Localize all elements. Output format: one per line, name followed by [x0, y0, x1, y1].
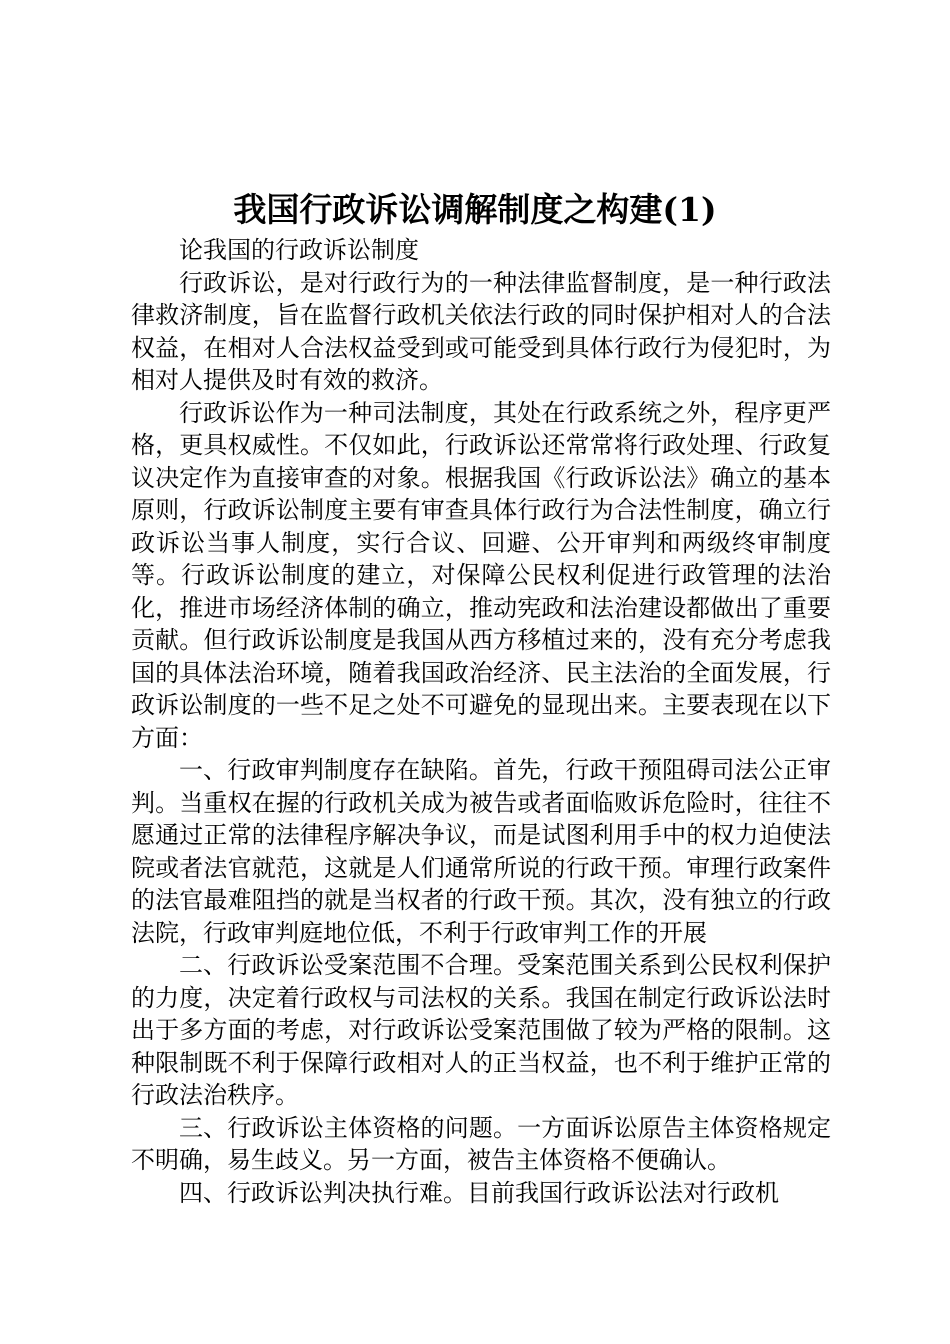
paragraph: 四、行政诉讼判决执行难。目前我国行政诉讼法对行政机: [179, 1178, 779, 1207]
document-body: [131, 234, 831, 1209]
paragraph: 行政诉讼，是对行政行为的一种法律监督制度，是一种行政法律救济制度，旨在监督行政机关依法行政的同时保护相对人的合法权益，在相对人合法权益受到或可能受到具体行政行为侵犯时，为相对人提供及时有效的救济。: [131, 268, 831, 394]
paragraph: 二、行政诉讼受案范围不合理。受案范围关系到公民权利保护的力度，决定着行政权与司法权的关系。我国在制定行政诉讼法时出于多方面的考虑，对行政诉讼受案范围做了较为严格的限制。这种限制既不利于保障行政相对人的正当权益，也不利于维护正常的行政法治秩序。: [131, 951, 831, 1109]
paragraph-subtitle: 论我国的行政诉讼制度: [179, 236, 419, 264]
paragraph: 一、行政审判制度存在缺陷。首先，行政干预阻碍司法公正审判。当重权在握的行政机关成为被告或者面临败诉危险时，往往不愿通过正常的法律程序解决争议，而是试图利用手中的权力迫使法院或者法官就范，这就是人们通常所说的行政干预。审理行政案件的法官最难阻挡的就是当权者的行政干预。其次，没有独立的行政法院，行政审判庭地位低，不利于行政审判工作的开展: [131, 756, 831, 947]
paragraph: 行政诉讼作为一种司法制度，其处在行政系统之外，程序更严格，更具权威性。不仅如此，行政诉讼还常常将行政处理、行政复议决定作为直接审查的对象。根据我国《行政诉讼法》确立的基本原则，行政诉讼制度主要有审查具体行政行为合法性制度，确立行政诉讼当事人制度，实行合议、回避、公开审判和两级终审制度等。行政诉讼制度的建立，对保障公民权利促进行政管理的法治化，推进市场经济体制的确立，推动宪政和法治建设都做出了重要贡献。但行政诉讼制度是我国从西方移植过来的，没有充分考虑我国的具体法治环境，随着我国政治经济、民主法治的全面发展，行政诉讼制度的一些不足之处不可避免的显现出来。主要表现在以下方面：: [131, 398, 831, 752]
document-title: 我国行政诉讼调解制度之构建(1): [233, 190, 717, 229]
paragraph: 三、行政诉讼主体资格的问题。一方面诉讼原告主体资格规定不明确，易生歧义。另一方面，被告主体资格不便确认。: [131, 1113, 831, 1174]
